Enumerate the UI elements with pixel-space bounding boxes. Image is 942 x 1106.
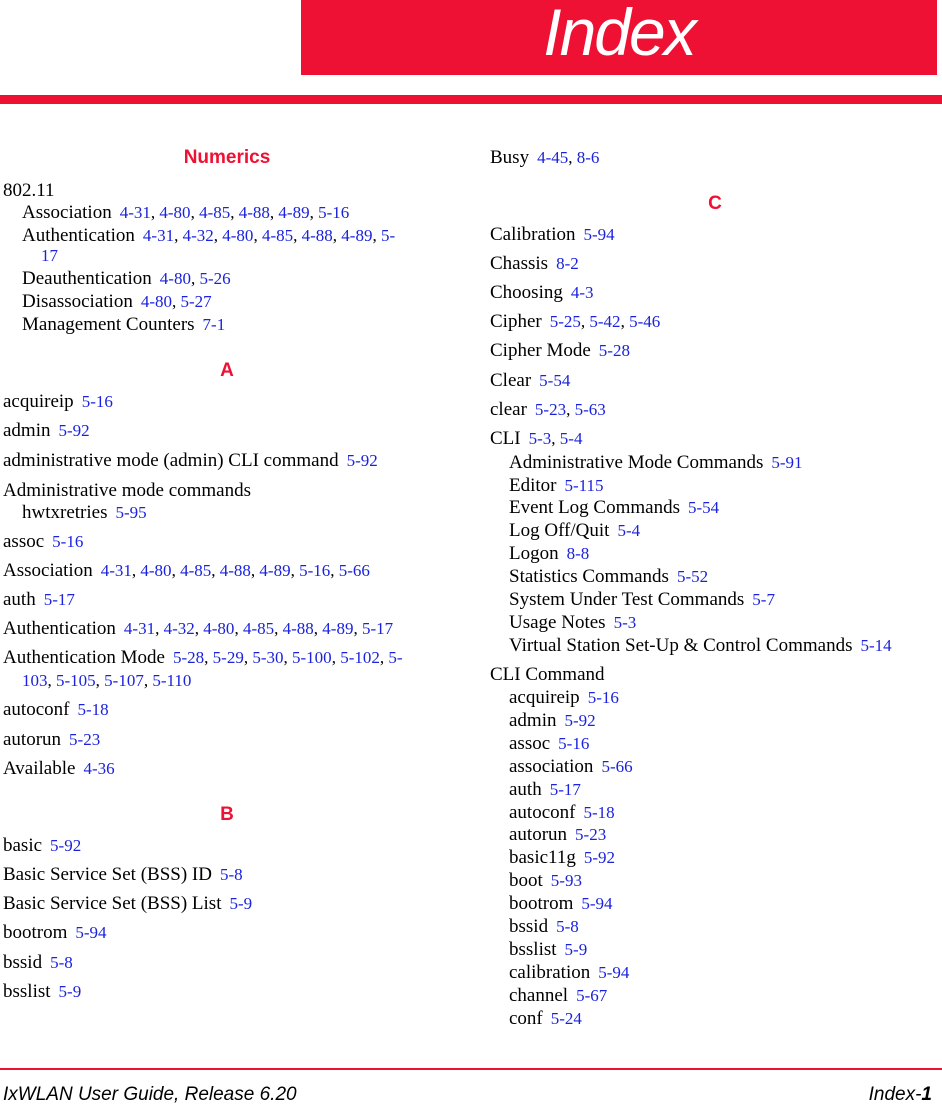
page-link[interactable]: 8-2 [556, 254, 579, 273]
index-entry: CLI 5-3, 5-4 [490, 428, 583, 449]
index-subentry: bssid 5-8 [509, 916, 579, 937]
index-subentry: Editor 5-115 [509, 475, 604, 496]
page-link[interactable]: 4-31 [119, 203, 151, 222]
page-link[interactable]: 5-16 [318, 203, 350, 222]
page-link[interactable]: 5-9 [58, 982, 82, 1001]
page-link[interactable]: 5-7 [752, 590, 775, 609]
section-heading-numerics: Numerics [183, 147, 271, 168]
page-link[interactable]: 4-31 [142, 226, 175, 245]
index-entry: admin 5-92 [3, 420, 90, 441]
index-entry: auth 5-17 [3, 589, 75, 610]
index-entry: Administrative mode commands [3, 480, 252, 501]
page-link[interactable]: 4-85 [242, 619, 275, 638]
page-link[interactable]: 5-16 [81, 392, 113, 411]
page-link[interactable]: 5-8 [50, 953, 73, 972]
index-subentry: bootrom 5-94 [509, 893, 613, 914]
page-link[interactable]: 5-17 [549, 780, 581, 799]
index-entry: acquireip 5-16 [3, 391, 113, 412]
page-link[interactable]: 5-46 [629, 312, 661, 331]
page-link[interactable]: 5-52 [676, 567, 709, 586]
index-entry: clear 5-23, 5-63 [490, 399, 606, 420]
page-link[interactable]: 5-16 [299, 561, 331, 580]
page-link[interactable]: 5-16 [587, 688, 619, 707]
index-subentry: calibration 5-94 [509, 962, 630, 983]
index-entry: Cipher Mode 5-28 [490, 340, 630, 361]
page-link[interactable]: 5-95 [115, 503, 147, 522]
page-link[interactable]: 5-94 [75, 923, 107, 942]
page-link[interactable]: 5- [380, 226, 396, 245]
index-subentry: channel 5-67 [509, 985, 608, 1006]
index-subentry: Association 4-31, 4-80, 4-85, 4-88, 4-89, 5-16 [22, 202, 350, 223]
page-link[interactable]: 4-80 [203, 619, 235, 638]
index-subentry: Disassociation 4-80, 5-27 [22, 291, 212, 312]
page-link[interactable]: 4-89 [259, 561, 291, 580]
page-link[interactable]: 4-89 [341, 226, 373, 245]
page-link[interactable]: 5-91 [771, 453, 803, 472]
index-subentry: acquireip 5-16 [509, 687, 619, 708]
page-link[interactable]: 5-16 [558, 734, 590, 753]
page-link[interactable]: 5-17 [43, 590, 75, 609]
page-link[interactable]: 5- [388, 648, 403, 667]
section-heading-c: C [708, 193, 722, 214]
footer-divider [0, 1068, 942, 1070]
page-link[interactable]: 103 [22, 671, 48, 690]
page-link[interactable]: 4-31 [100, 561, 132, 580]
page-link[interactable]: 4-88 [219, 561, 251, 580]
index-entry: Basic Service Set (BSS) List 5-9 [3, 893, 253, 914]
index-entry: basic 5-92 [3, 835, 82, 856]
page-link[interactable]: 5-18 [583, 803, 615, 822]
page-link[interactable]: 4-80 [159, 203, 191, 222]
index-entry: 802.11 [3, 180, 55, 201]
page-link[interactable]: 5-54 [687, 498, 720, 517]
index-subentry: Management Counters 7-1 [22, 314, 226, 335]
index-subentry: System Under Test Commands 5-7 [509, 589, 775, 610]
page-link[interactable]: 4-89 [322, 619, 354, 638]
index-subentry: bsslist 5-9 [509, 939, 588, 960]
page-link[interactable]: 5-66 [338, 561, 370, 580]
index-subentry: Log Off/Quit 5-4 [509, 520, 641, 541]
index-subentry: assoc 5-16 [509, 733, 590, 754]
index-entry: Cipher 5-25, 5-42, 5-46 [490, 311, 661, 332]
page-link[interactable]: 8-8 [566, 544, 590, 563]
section-heading-a: A [220, 360, 234, 381]
index-banner [301, 0, 937, 75]
page-link[interactable]: 5-92 [346, 451, 378, 470]
index-entry: assoc 5-16 [3, 531, 84, 552]
page-link[interactable]: 4-3 [570, 283, 594, 302]
page-link[interactable]: 5-105 [56, 671, 96, 690]
index-subentry: hwtxretries 5-95 [22, 502, 147, 523]
page-link[interactable]: 4-88 [238, 203, 270, 222]
page-link[interactable]: 7-1 [202, 315, 226, 334]
index-entry: bootrom 5-94 [3, 922, 107, 943]
index-entry: Chassis 8-2 [490, 253, 579, 274]
footer-guide-title: IxWLAN User Guide, Release 6.20 [3, 1084, 297, 1105]
page-link[interactable]: 5-28 [173, 648, 205, 667]
page-link[interactable]: 4-80 [140, 561, 172, 580]
index-entry: Authentication 4-31, 4-32, 4-80, 4-85, 4-88, 4-89, 5-17 [3, 618, 394, 639]
index-subentry: Virtual Station Set-Up & Control Commands 5-14 [509, 635, 892, 656]
index-entry: Basic Service Set (BSS) ID 5-8 [3, 864, 243, 885]
index-entry: autorun 5-23 [3, 729, 101, 750]
page-link[interactable]: 5-8 [556, 917, 579, 936]
index-entry: Busy 4-45, 8-6 [490, 147, 600, 168]
index-subentry: Administrative Mode Commands 5-91 [509, 452, 803, 473]
page-link[interactable]: 5-28 [598, 341, 630, 360]
page-link[interactable]: 5-67 [576, 986, 608, 1005]
page-link[interactable]: 5-25 [549, 312, 581, 331]
index-subentry: auth 5-17 [509, 779, 581, 800]
page-link[interactable]: 5-24 [550, 1009, 582, 1028]
page-link[interactable]: 17 [41, 246, 58, 265]
index-subentry: basic11g 5-92 [509, 847, 616, 868]
page-link[interactable]: 5-42 [589, 312, 621, 331]
page-link[interactable]: 5-92 [58, 421, 90, 440]
page-link[interactable]: 5-63 [574, 400, 606, 419]
index-subentry: conf 5-24 [509, 1008, 582, 1029]
index-subentry: Deauthentication 4-80, 5-26 [22, 268, 231, 289]
page-link[interactable]: 4-85 [199, 203, 231, 222]
page-link[interactable]: 4-80 [159, 269, 191, 288]
page-link[interactable]: 5-94 [581, 894, 613, 913]
page-link[interactable]: 5-16 [52, 532, 84, 551]
index-subentry: boot 5-93 [509, 870, 582, 891]
index-subentry: Event Log Commands 5-54 [509, 497, 720, 518]
page-link[interactable]: 4-88 [301, 226, 333, 245]
page-link[interactable]: 4-36 [83, 759, 115, 778]
page-link[interactable]: 5-29 [212, 648, 244, 667]
page-link[interactable]: 4-80 [222, 226, 254, 245]
page-link[interactable]: 4-31 [123, 619, 156, 638]
page-link[interactable]: 4-85 [180, 561, 212, 580]
index-entry: Choosing 4-3 [490, 282, 594, 303]
page-link[interactable]: 5-27 [180, 292, 212, 311]
page-link[interactable]: 5-30 [252, 648, 284, 667]
page-link[interactable]: 5-3 [613, 613, 637, 632]
page-link[interactable]: 4-88 [282, 619, 314, 638]
page-title: Index [543, 0, 695, 69]
index-entry: Association 4-31, 4-80, 4-85, 4-88, 4-89, 5-16, 5-66 [3, 560, 370, 581]
index-subentry: Usage Notes 5-3 [509, 612, 637, 633]
page-link[interactable]: 5-23 [69, 730, 101, 749]
index-subentry: autorun 5-23 [509, 824, 607, 845]
page-link[interactable]: 5-23 [575, 825, 607, 844]
page-link[interactable]: 5-54 [539, 371, 571, 390]
index-subentry: Statistics Commands 5-52 [509, 566, 709, 587]
index-entry: Clear 5-54 [490, 370, 571, 391]
page-link[interactable]: 5-18 [77, 700, 109, 719]
page-link[interactable]: 5-92 [50, 836, 82, 855]
index-entry: bssid 5-8 [3, 952, 73, 973]
index-subentry: Authentication 4-31, 4-32, 4-80, 4-85, 4-88, 4-89, 5- [22, 225, 396, 246]
page-link[interactable]: 5-9 [564, 940, 588, 959]
page-link[interactable]: 5-100 [292, 648, 332, 667]
page-link[interactable]: 4-85 [261, 226, 294, 245]
page-link[interactable]: 5-94 [583, 225, 615, 244]
index-entry: Available 4-36 [3, 758, 115, 779]
page-link[interactable]: 4-32 [182, 226, 214, 245]
section-heading-b: B [220, 804, 234, 825]
page-link[interactable]: 5-14 [860, 636, 892, 655]
page-link[interactable]: 5-93 [550, 871, 582, 890]
index-entry: Authentication Mode 5-28, 5-29, 5-30, 5-100, 5-102, 5- [3, 647, 403, 668]
page-link[interactable]: 5-26 [199, 269, 231, 288]
index-subentry: Logon 8-8 [509, 543, 590, 564]
index-continuation: 103, 5-105, 5-107, 5-110 [22, 671, 192, 690]
page-link[interactable]: 4-80 [140, 292, 172, 311]
page-link[interactable]: 5-66 [601, 757, 633, 776]
page-link[interactable]: 5-92 [564, 711, 596, 730]
page-link[interactable]: 5-8 [219, 865, 243, 884]
page-link[interactable]: 5-4 [559, 429, 583, 448]
page-link[interactable]: 4-89 [278, 203, 310, 222]
page-link[interactable]: 5-115 [564, 476, 604, 495]
page-link[interactable]: 5-94 [598, 963, 630, 982]
page-link[interactable]: 5-102 [340, 648, 380, 667]
index-subentry: autoconf 5-18 [509, 802, 615, 823]
page-link[interactable]: 5-4 [617, 521, 641, 540]
index-entry: CLI Command [490, 664, 605, 685]
page-link[interactable]: 5-92 [583, 848, 616, 867]
page-link[interactable]: 5-23 [534, 400, 567, 419]
index-entry: administrative mode (admin) CLI command 5-92 [3, 450, 378, 471]
index-continuation [41, 245, 58, 267]
index-subentry: admin 5-92 [509, 710, 596, 731]
index-subentry: association 5-66 [509, 756, 633, 777]
index-entry: Calibration 5-94 [490, 224, 615, 245]
page-link[interactable]: 4-45 [537, 148, 569, 167]
page-link[interactable]: 5-110 [152, 671, 192, 690]
header-divider [0, 95, 942, 104]
page-link[interactable]: 5-107 [104, 671, 144, 690]
page-link[interactable]: 4-32 [163, 619, 195, 638]
footer-page-number: Index-1 [868, 1084, 932, 1105]
index-entry: autoconf 5-18 [3, 699, 109, 720]
page-link[interactable]: 5-9 [229, 894, 253, 913]
page-link[interactable]: 5-3 [528, 429, 552, 448]
index-entry: bsslist 5-9 [3, 981, 82, 1002]
page-link[interactable]: 5-17 [361, 619, 394, 638]
page-link[interactable]: 8-6 [576, 148, 600, 167]
